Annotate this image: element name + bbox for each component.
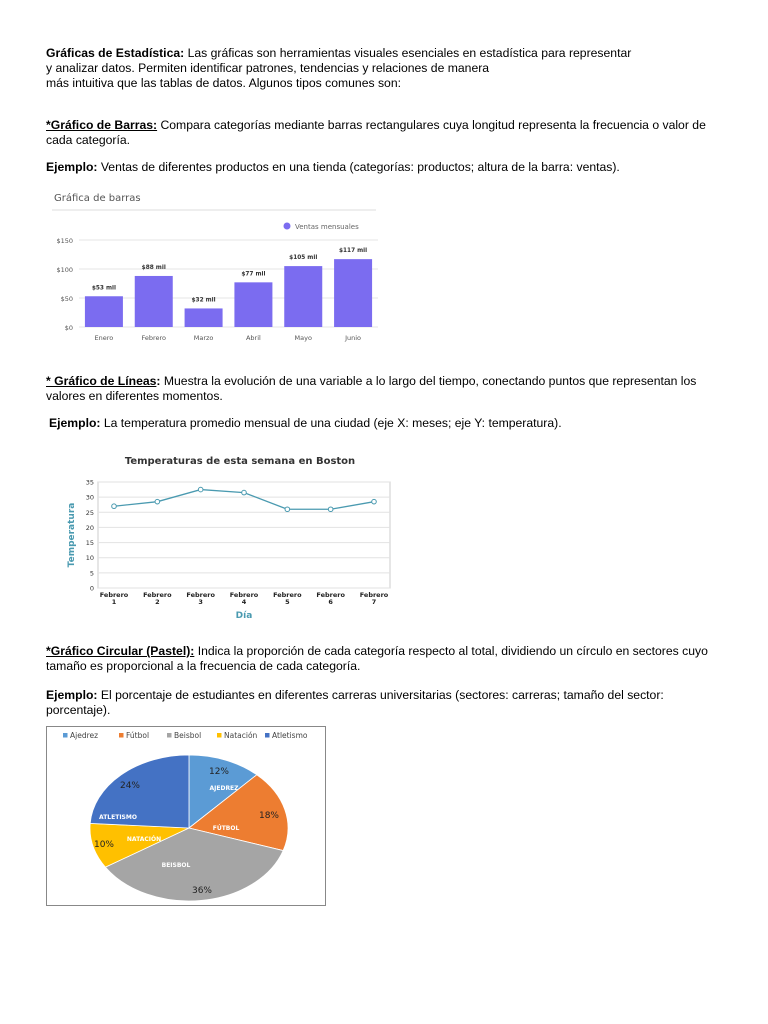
line-x-tick-label: Febrero: [99, 591, 129, 599]
line-point: [242, 490, 247, 495]
line-example: [49, 416, 729, 431]
line-y-tick-label: 5: [89, 569, 94, 578]
line-x-tick-number: 1: [111, 598, 117, 606]
bar-chart: [46, 184, 382, 360]
line-x-tick-number: 3: [198, 598, 203, 606]
bar-example-label: Ejemplo:: [46, 160, 98, 174]
line-x-axis-label: Día: [235, 611, 253, 621]
pie-value-label: 12%: [208, 767, 230, 777]
intro-line-1: Las gráficas son herramientas visuales esenciales en estadística para representar: [184, 46, 632, 60]
line-x-tick-label: Febrero: [143, 591, 172, 599]
line-chart-title: Temperaturas de esta semana en Boston: [124, 456, 356, 467]
bar-x-tick-label: Abril: [245, 334, 261, 342]
line-example-label: Ejemplo:: [49, 416, 101, 430]
line-text: Muestra la evolución de una variable a lo largo del tiempo, conectando puntos que representan los valores en diferentes momentos.: [46, 374, 697, 403]
bar: [85, 296, 123, 327]
bar: [284, 266, 322, 327]
line-x-tick-number: 7: [371, 598, 377, 606]
line-y-tick-label: 35: [85, 478, 94, 487]
bar-legend-swatch: [284, 223, 291, 230]
intro-line-2: y analizar datos. Permiten identificar patrones, tendencias y relaciones de manera: [46, 61, 490, 75]
line-x-tick-number: 2: [155, 598, 160, 606]
line-x-tick-label: Febrero: [186, 591, 215, 599]
line-y-tick-label: 25: [85, 508, 94, 517]
bar-data-label: $117 mil: [338, 248, 368, 255]
bar-y-tick-label: $0: [64, 324, 73, 332]
pie-slice-label: AJEDREZ: [209, 785, 239, 792]
bar-y-tick-label: $100: [56, 266, 73, 274]
line-x-tick-label: Febrero: [359, 591, 389, 599]
line-y-tick-label: 15: [85, 539, 94, 548]
line-point: [285, 507, 290, 512]
intro-title: Gráficas de Estadística:: [46, 46, 185, 60]
bar-x-tick-label: Marzo: [193, 334, 214, 342]
bar-legend-label: Ventas mensuales: [295, 223, 359, 231]
bar-text: Compara categorías mediante barras rectangulares cuya longitud representa la frecuencia o valor de cada categoría.: [46, 118, 706, 147]
bar-data-label: $53 mil: [91, 285, 116, 292]
line-x-tick-label: Febrero: [316, 591, 345, 599]
bar-data-label: $88 mil: [141, 264, 166, 271]
pie-legend-label: Ajedrez: [70, 731, 99, 740]
line-x-tick-label: Febrero: [229, 591, 259, 599]
bar: [234, 282, 272, 327]
line-y-tick-label: 30: [85, 493, 94, 502]
bar: [334, 259, 372, 327]
pie-legend-swatch: [167, 733, 172, 738]
pie-slice-label: NATACIÓN: [126, 836, 162, 843]
bar-data-label: $77 mil: [241, 271, 266, 278]
bar: [185, 308, 223, 327]
bar-heading: *Gráfico de Barras:: [46, 118, 158, 132]
bar-x-tick-label: Febrero: [141, 334, 167, 342]
pie-legend-label: Fútbol: [126, 731, 150, 740]
pie-legend-swatch: [119, 733, 124, 738]
line-x-tick-number: 4: [241, 598, 247, 606]
line-x-tick-number: 6: [328, 598, 333, 606]
bar-y-tick-label: $50: [60, 295, 73, 303]
line-example-text: La temperatura promedio mensual de una ciudad (eje X: meses; eje Y: temperatura).: [100, 416, 562, 430]
bar-chart-title: Gráfica de barras: [54, 193, 141, 204]
pie-value-label: 24%: [119, 781, 141, 791]
line-point: [198, 487, 203, 492]
line-description: [46, 374, 726, 404]
line-y-tick-label: 0: [89, 584, 94, 593]
line-x-tick-number: 5: [285, 598, 290, 606]
bar-data-label: $105 mil: [289, 255, 318, 262]
line-point: [112, 504, 117, 509]
pie-value-label: 18%: [258, 811, 280, 821]
line-x-tick-label: Febrero: [273, 591, 302, 599]
pie-slice-label: FÚTBOL: [212, 825, 240, 832]
line-heading-colon: :: [156, 374, 161, 388]
line-heading: * Gráfico de Líneas: [46, 374, 157, 388]
pie-heading: *Gráfico Circular (Pastel):: [46, 644, 195, 658]
intro-line-3: más intuitiva que las tablas de datos. Algunos tipos comunes son:: [46, 76, 402, 90]
intro-paragraph: [46, 46, 726, 91]
bar-y-tick-label: $150: [56, 237, 73, 245]
pie-value-label: 10%: [93, 840, 115, 850]
bar-example: [46, 160, 726, 175]
pie-description: [46, 644, 726, 674]
pie-legend-swatch: [63, 733, 68, 738]
line-point: [328, 507, 333, 512]
line-chart: [60, 448, 394, 626]
line-plot-area: [98, 482, 390, 588]
pie-slice-label: ATLETISMO: [99, 814, 137, 821]
bar-example-text: Ventas de diferentes productos en una tienda (categorías: productos; altura de la barra: ventas).: [97, 160, 620, 174]
pie-legend-label: Atletismo: [272, 731, 308, 740]
bar-data-label: $32 mil: [191, 297, 216, 304]
line-y-tick-label: 20: [85, 523, 94, 532]
line-point: [155, 499, 160, 504]
pie-example: [46, 688, 726, 718]
line-y-tick-label: 10: [85, 554, 94, 563]
bar-description: [46, 118, 726, 148]
pie-value-label: 36%: [191, 886, 213, 896]
bar: [135, 276, 173, 327]
pie-legend-label: Beisbol: [174, 731, 202, 740]
bar-x-tick-label: Junio: [345, 334, 362, 342]
bar-x-tick-label: Mayo: [294, 334, 312, 342]
pie-chart: [46, 726, 326, 906]
line-point: [372, 499, 377, 504]
bar-x-tick-label: Enero: [94, 334, 114, 342]
line-y-axis-label: Temperatura: [67, 502, 77, 568]
pie-example-text: El porcentaje de estudiantes en diferentes carreras universitarias (sectores: carreras; tamaño del sector: porcentaje).: [46, 688, 664, 717]
pie-text: Indica la proporción de cada categoría respecto al total, dividiendo un círculo en sectores cuyo tamaño es proporcional a la frecuencia de cada categoría.: [46, 644, 708, 673]
pie-slice-label: BEISBOL: [161, 862, 191, 869]
pie-example-label: Ejemplo:: [46, 688, 98, 702]
pie-legend-label: Natación: [224, 731, 258, 740]
pie-legend-swatch: [265, 733, 270, 738]
pie-legend-swatch: [217, 733, 222, 738]
